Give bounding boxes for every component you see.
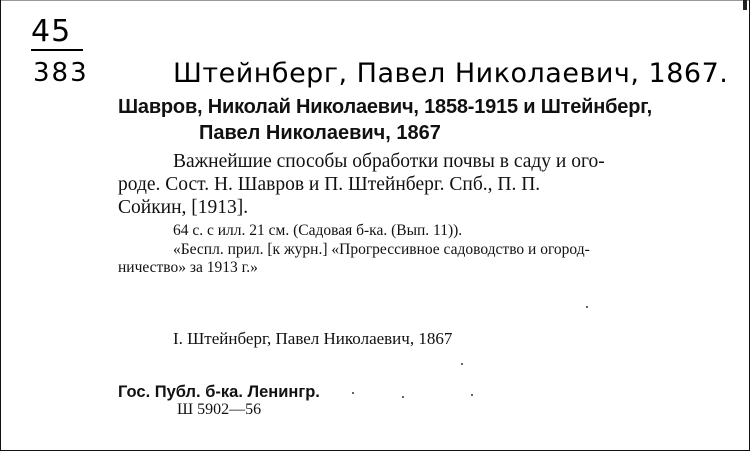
tracing-entry: I. Штейнберг, Павел Николаевич, 1867 bbox=[173, 329, 453, 348]
imprint-line: Сойкин, [1913]. bbox=[118, 197, 249, 218]
note-line2: ничество» за 1913 г.» bbox=[118, 259, 258, 276]
title-line1: Важнейшие способы обработки почвы в саду и ого- bbox=[173, 151, 605, 172]
scan-speck bbox=[352, 392, 354, 394]
call-number-top: 45 bbox=[31, 14, 72, 49]
note-line1: «Беспл. прил. [к журн.] «Прогрессивное садоводство и огород- bbox=[173, 241, 590, 258]
scan-speck bbox=[586, 306, 588, 308]
call-number-divider bbox=[31, 49, 83, 51]
title-line2-text: роде. Сост. Н. Шавров и П. Штейнберг. Спб., П. П. bbox=[118, 174, 541, 195]
title-line2 bbox=[118, 174, 540, 196]
scan-speck bbox=[461, 363, 463, 365]
collation-line1: 64 с. с илл. 21 см. (Садовая б-ка. (Вып. 11)). bbox=[173, 222, 463, 239]
holding-library: Гос. Публ. б-ка. Ленингр. bbox=[118, 383, 320, 401]
card-top-edge bbox=[1, 0, 749, 1]
call-number-bottom: 383 bbox=[33, 58, 89, 88]
handwritten-heading: Штейнберг, Павел Николаевич, 1867. bbox=[173, 58, 729, 89]
author-heading-line2: Павел Николаевич, 1867 bbox=[199, 122, 441, 144]
author-heading-line1: Шавров, Николай Николаевич, 1858-1915 и Штейнберг, bbox=[118, 96, 652, 118]
shelfmark: Ш 5902—56 bbox=[177, 401, 262, 418]
scan-speck bbox=[402, 396, 404, 398]
scan-speck bbox=[471, 394, 473, 396]
card-edge-mark bbox=[743, 0, 747, 10]
